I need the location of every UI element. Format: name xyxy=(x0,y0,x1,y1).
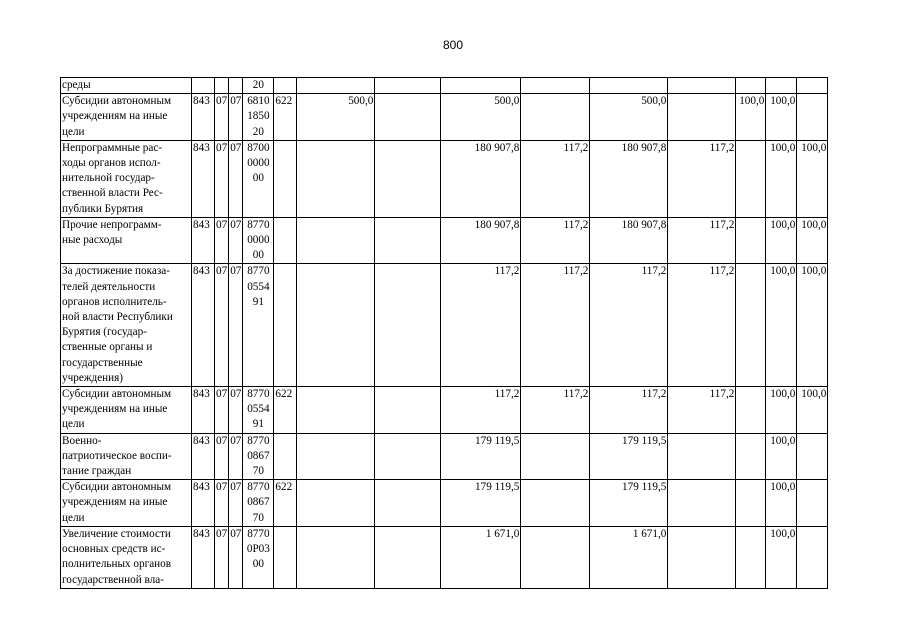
value-cell-c12 xyxy=(736,140,766,217)
row-name-cell xyxy=(61,387,192,434)
value-cell-c11: 117,2 xyxy=(668,264,736,387)
row-name-cell xyxy=(61,140,192,217)
value-cell-c14 xyxy=(797,433,828,480)
value-cell-c14: 100,0 xyxy=(797,217,828,264)
value-cell-c14 xyxy=(797,526,828,588)
vr-cell xyxy=(274,526,297,588)
row-name-cell xyxy=(61,94,192,141)
value-cell-c12 xyxy=(736,78,766,94)
row-name-line: органов исполнитель- xyxy=(62,295,167,308)
row-name-line: Увеличение стоимости xyxy=(62,527,171,540)
value-cell-c6 xyxy=(297,480,375,527)
vr-cell xyxy=(274,264,297,387)
row-name-line: ственные органы и xyxy=(62,341,153,354)
table-row xyxy=(61,526,828,588)
value-cell-c9: 117,2 xyxy=(521,217,590,264)
ved-cell: 843 xyxy=(192,94,215,141)
rz-cell: 07 xyxy=(215,526,229,588)
table-row xyxy=(61,94,828,141)
pr-cell: 07 xyxy=(229,217,243,264)
value-cell-c10: 1 671,0 xyxy=(590,526,668,588)
value-cell-c13: 100,0 xyxy=(766,526,797,588)
csr-line: 8770 xyxy=(247,218,270,231)
value-cell-c11: 117,2 xyxy=(668,140,736,217)
value-cell-c10: 500,0 xyxy=(590,94,668,141)
vr-cell: 622 xyxy=(274,480,297,527)
row-name-cell xyxy=(61,433,192,480)
value-cell-c9 xyxy=(521,480,590,527)
row-name-line: патриотическое воспи- xyxy=(62,449,172,462)
csr-line: 0000 xyxy=(247,157,270,170)
rz-cell xyxy=(215,78,229,94)
value-cell-c6: 500,0 xyxy=(297,94,375,141)
row-name-line: За достижение показа- xyxy=(62,265,170,278)
value-cell-c7 xyxy=(375,433,441,480)
csr-line: 00 xyxy=(252,249,264,262)
rz-cell: 07 xyxy=(215,94,229,141)
csr-line: 1850 xyxy=(247,110,270,123)
value-cell-c6 xyxy=(297,387,375,434)
value-cell-c13: 100,0 xyxy=(766,140,797,217)
value-cell-c8 xyxy=(441,78,521,94)
ved-cell: 843 xyxy=(192,140,215,217)
budget-table xyxy=(60,77,828,589)
ved-cell: 843 xyxy=(192,480,215,527)
csr-cell xyxy=(243,264,274,387)
row-name-line: нительной государ- xyxy=(62,172,155,185)
pr-cell: 07 xyxy=(229,387,243,434)
value-cell-c14: 100,0 xyxy=(797,387,828,434)
table-row xyxy=(61,78,828,94)
row-name-line: учреждениям на иные xyxy=(62,110,168,123)
row-name-line: ные расходы xyxy=(62,234,123,247)
value-cell-c9 xyxy=(521,78,590,94)
csr-cell xyxy=(243,387,274,434)
value-cell-c13: 100,0 xyxy=(766,94,797,141)
value-cell-c8: 180 907,8 xyxy=(441,140,521,217)
row-name-line: публики Бурятия xyxy=(62,202,144,215)
value-cell-c9: 117,2 xyxy=(521,140,590,217)
value-cell-c12: 100,0 xyxy=(736,94,766,141)
csr-cell xyxy=(243,480,274,527)
pr-cell: 07 xyxy=(229,480,243,527)
value-cell-c9 xyxy=(521,94,590,141)
csr-line: 0867 xyxy=(247,496,270,509)
value-cell-c8: 117,2 xyxy=(441,264,521,387)
row-name-line: ходы органов испол- xyxy=(62,157,161,170)
rz-cell: 07 xyxy=(215,217,229,264)
csr-cell xyxy=(243,433,274,480)
rz-cell: 07 xyxy=(215,140,229,217)
csr-line: 8770 xyxy=(247,434,270,447)
vr-cell xyxy=(274,78,297,94)
csr-line: 70 xyxy=(252,511,264,524)
row-name-line: учреждениям на иные xyxy=(62,403,168,416)
row-name-line: Бурятия (государ- xyxy=(62,326,147,339)
value-cell-c9: 117,2 xyxy=(521,264,590,387)
value-cell-c8: 117,2 xyxy=(441,387,521,434)
pr-cell: 07 xyxy=(229,140,243,217)
vr-cell: 622 xyxy=(274,94,297,141)
csr-line: 0554 xyxy=(247,403,270,416)
row-name-line: телей деятельности xyxy=(62,280,156,293)
pr-cell: 07 xyxy=(229,264,243,387)
value-cell-c6 xyxy=(297,217,375,264)
row-name-line: цели xyxy=(62,125,85,138)
csr-line: 0000 xyxy=(247,234,270,247)
table-row xyxy=(61,140,828,217)
value-cell-c11 xyxy=(668,94,736,141)
value-cell-c9 xyxy=(521,526,590,588)
value-cell-c8: 179 119,5 xyxy=(441,480,521,527)
value-cell-c6 xyxy=(297,433,375,480)
csr-cell xyxy=(243,94,274,141)
row-name-line: Непрограммные рас- xyxy=(62,141,163,154)
value-cell-c13: 100,0 xyxy=(766,387,797,434)
value-cell-c12 xyxy=(736,526,766,588)
rz-cell: 07 xyxy=(215,480,229,527)
row-name-line: основных средств ис- xyxy=(62,543,166,556)
row-name-line: ной власти Республики xyxy=(62,311,173,324)
value-cell-c14 xyxy=(797,78,828,94)
csr-line: 0P03 xyxy=(246,543,270,556)
value-cell-c12 xyxy=(736,387,766,434)
value-cell-c10: 179 119,5 xyxy=(590,480,668,527)
value-cell-c10: 117,2 xyxy=(590,387,668,434)
value-cell-c14 xyxy=(797,94,828,141)
value-cell-c11: 117,2 xyxy=(668,217,736,264)
value-cell-c7 xyxy=(375,140,441,217)
pr-cell: 07 xyxy=(229,526,243,588)
value-cell-c8: 180 907,8 xyxy=(441,217,521,264)
row-name-line: ственной власти Рес- xyxy=(62,187,163,200)
value-cell-c6 xyxy=(297,78,375,94)
row-name-line: тание граждан xyxy=(62,465,132,478)
pr-cell: 07 xyxy=(229,94,243,141)
value-cell-c11 xyxy=(668,480,736,527)
value-cell-c7 xyxy=(375,78,441,94)
value-cell-c10 xyxy=(590,78,668,94)
csr-line: 8700 xyxy=(247,141,270,154)
value-cell-c10: 180 907,8 xyxy=(590,217,668,264)
csr-line: 00 xyxy=(252,558,264,571)
pr-cell xyxy=(229,78,243,94)
ved-cell: 843 xyxy=(192,433,215,480)
ved-cell xyxy=(192,78,215,94)
csr-line: 91 xyxy=(252,295,264,308)
csr-line: 0554 xyxy=(247,280,270,293)
value-cell-c7 xyxy=(375,94,441,141)
vr-cell xyxy=(274,217,297,264)
csr-cell xyxy=(243,526,274,588)
row-name-line: Субсидии автономным xyxy=(62,388,172,401)
table-row xyxy=(61,480,828,527)
value-cell-c8: 179 119,5 xyxy=(441,433,521,480)
value-cell-c6 xyxy=(297,526,375,588)
value-cell-c7 xyxy=(375,526,441,588)
value-cell-c8: 500,0 xyxy=(441,94,521,141)
table-row xyxy=(61,217,828,264)
value-cell-c13 xyxy=(766,78,797,94)
ved-cell: 843 xyxy=(192,264,215,387)
value-cell-c6 xyxy=(297,264,375,387)
csr-line: 8770 xyxy=(247,481,270,494)
value-cell-c11 xyxy=(668,526,736,588)
value-cell-c14: 100,0 xyxy=(797,264,828,387)
row-name-line: государственные xyxy=(62,356,143,369)
csr-line: 6810 xyxy=(247,95,270,108)
csr-line: 70 xyxy=(252,465,264,478)
value-cell-c7 xyxy=(375,480,441,527)
csr-cell xyxy=(243,140,274,217)
csr-line: 8770 xyxy=(247,265,270,278)
value-cell-c13: 100,0 xyxy=(766,480,797,527)
table-row xyxy=(61,433,828,480)
value-cell-c12 xyxy=(736,217,766,264)
row-name-line: цели xyxy=(62,511,85,524)
vr-cell xyxy=(274,433,297,480)
value-cell-c12 xyxy=(736,433,766,480)
csr-line: 91 xyxy=(252,418,264,431)
row-name-cell xyxy=(61,217,192,264)
csr-cell xyxy=(243,78,274,94)
rz-cell: 07 xyxy=(215,387,229,434)
row-name-cell xyxy=(61,264,192,387)
ved-cell: 843 xyxy=(192,526,215,588)
ved-cell: 843 xyxy=(192,217,215,264)
value-cell-c9: 117,2 xyxy=(521,387,590,434)
csr-line: 20 xyxy=(252,125,264,138)
value-cell-c13: 100,0 xyxy=(766,264,797,387)
value-cell-c11: 117,2 xyxy=(668,387,736,434)
value-cell-c10: 117,2 xyxy=(590,264,668,387)
value-cell-c10: 180 907,8 xyxy=(590,140,668,217)
table-row xyxy=(61,264,828,387)
csr-line: 0867 xyxy=(247,449,270,462)
row-name-line: Субсидии автономным xyxy=(62,481,172,494)
value-cell-c14: 100,0 xyxy=(797,140,828,217)
row-name-line: учреждения) xyxy=(62,371,124,384)
table-row xyxy=(61,387,828,434)
value-cell-c11 xyxy=(668,78,736,94)
pr-cell: 07 xyxy=(229,433,243,480)
rz-cell: 07 xyxy=(215,433,229,480)
row-name-line: Военно- xyxy=(62,434,102,447)
rz-cell: 07 xyxy=(215,264,229,387)
value-cell-c14 xyxy=(797,480,828,527)
csr-line: 20 xyxy=(252,79,264,91)
vr-cell xyxy=(274,140,297,217)
row-name-line: полнительных органов xyxy=(62,558,172,571)
csr-line: 8770 xyxy=(247,527,270,540)
value-cell-c12 xyxy=(736,264,766,387)
value-cell-c13: 100,0 xyxy=(766,433,797,480)
csr-line: 8770 xyxy=(247,388,270,401)
row-name-cell xyxy=(61,526,192,588)
value-cell-c12 xyxy=(736,480,766,527)
ved-cell: 843 xyxy=(192,387,215,434)
page-number: 800 xyxy=(442,38,464,52)
row-name-line: цели xyxy=(62,418,85,431)
csr-cell xyxy=(243,217,274,264)
row-name-cell xyxy=(61,78,192,94)
row-name-line: Прочие непрограмм- xyxy=(62,218,162,231)
value-cell-c7 xyxy=(375,387,441,434)
value-cell-c7 xyxy=(375,264,441,387)
vr-cell: 622 xyxy=(274,387,297,434)
row-name-cell xyxy=(61,480,192,527)
value-cell-c6 xyxy=(297,140,375,217)
row-name-line: Субсидии автономным xyxy=(62,95,172,108)
value-cell-c7 xyxy=(375,217,441,264)
csr-line: 00 xyxy=(252,172,264,185)
row-name-line: государственной вла- xyxy=(62,573,164,586)
value-cell-c8: 1 671,0 xyxy=(441,526,521,588)
row-name-line: учреждениям на иные xyxy=(62,496,168,509)
value-cell-c13: 100,0 xyxy=(766,217,797,264)
row-name-line: среды xyxy=(62,79,91,91)
value-cell-c9 xyxy=(521,433,590,480)
value-cell-c11 xyxy=(668,433,736,480)
value-cell-c10: 179 119,5 xyxy=(590,433,668,480)
